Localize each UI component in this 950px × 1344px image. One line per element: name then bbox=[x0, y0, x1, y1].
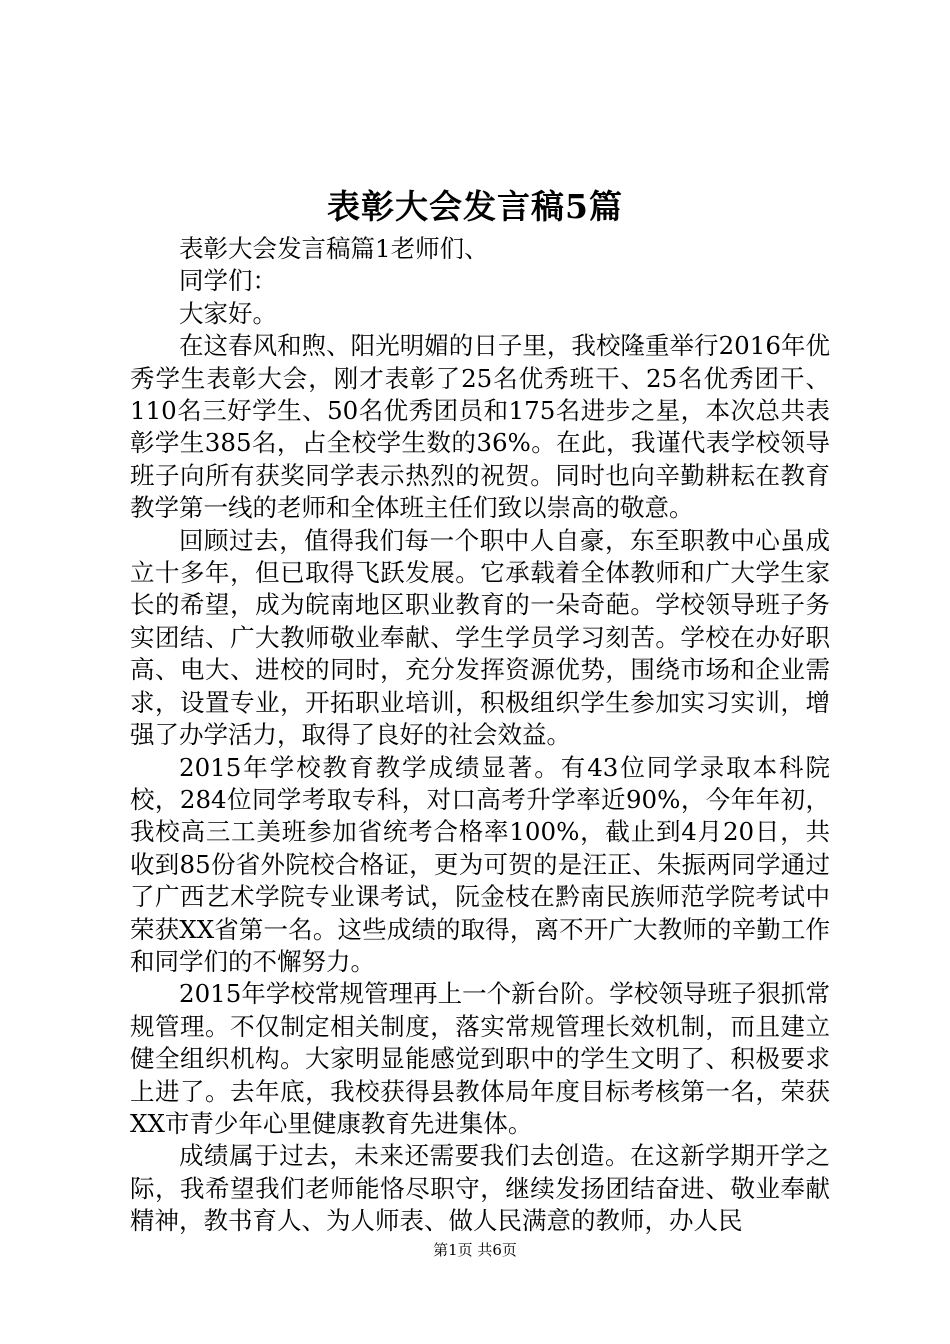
page-footer: 第1页 共6页 bbox=[433, 1241, 517, 1259]
paragraph-greeting-line-2: 同学们： bbox=[179, 266, 277, 296]
document-title: 表彰大会发言稿5篇 bbox=[327, 187, 623, 226]
paragraph-review: 回顾过去，值得我们每一个职中人自豪，东至职教中心虽成立十多年，但已取得飞跃发展。它承载着全体教师和广大学生家长的希望，成为皖南地区职业教育的一朵奇葩。学校领导班子务实团结、广大教师敬业奉献、学生学员学习刻苦。学校在办好职高、电大、进校的同时，充分发挥资源优势，围绕市场和企业需求，设置专业，开拓职业培训，积极组织学生参加实习实训，增强了办学活力，取得了良好的社会效益。 bbox=[130, 525, 830, 750]
paragraph-future: 成绩属于过去，未来还需要我们去创造。在这新学期开学之际，我希望我们老师能恪尽职守，继续发扬团结奋进、敬业奉献精神，教书育人、为人师表、做人民满意的教师，办人民 bbox=[130, 1141, 830, 1236]
paragraph-opening: 在这春风和煦、阳光明媚的日子里，我校隆重举行2016年优秀学生表彰大会，刚才表彰了25名优秀班干、25名优秀团干、110名三好学生、50名优秀团员和175名进步之星，本次总共表彰学生385名，占全校学生数的36%。在此，我谨代表学校领导班子向所有获奖同学表示热烈的祝贺。同时也向辛勤耕耘在教育教学第一线的老师和全体班主任们致以崇高的敬意。 bbox=[130, 331, 830, 523]
document-body bbox=[130, 233, 830, 1238]
paragraph-greeting-line-1: 表彰大会发言稿篇1老师们、 bbox=[179, 234, 489, 263]
paragraph-achievements: 2015年学校教育教学成绩显著。有43位同学录取本科院校，284位同学考取专科，对口高考升学率近90%，今年年初，我校高三工美班参加省统考合格率100%，截止到4月20日，共收到85份省外院校合格证，更为可贺的是汪正、朱振两同学通过了广西艺术学院专业课考试，阮金枝在黔南民族师范学院考试中荣获XX省第一名。这些成绩的取得，离不开广大教师的辛勤工作和同学们的不懈努力。 bbox=[130, 752, 830, 976]
paragraph-salutation: 大家好。 bbox=[179, 298, 277, 328]
paragraph-management: 2015年学校常规管理再上一个新台阶。学校领导班子狠抓常规管理。不仅制定相关制度，落实常规管理长效机制，而且建立健全组织机构。大家明显能感觉到职中的学生文明了、积极要求上进了。去年底，我校获得县教体局年度目标考核第一名，荣获XX市青少年心里健康教育先进集体。 bbox=[130, 979, 830, 1138]
